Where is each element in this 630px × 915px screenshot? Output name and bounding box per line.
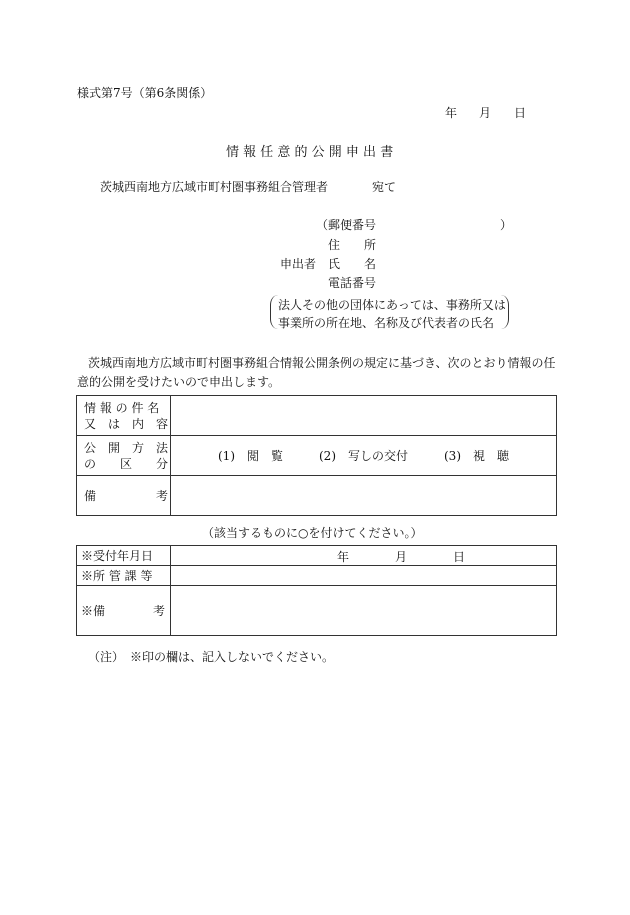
received-date-header [77, 546, 171, 566]
form-number: 様式第7号（第6条関係） [77, 86, 213, 100]
method-header-line1: 公 開 方 法 [84, 440, 169, 455]
department-header-text: ※所 管 課 等 [81, 569, 153, 583]
request-details-table [76, 395, 557, 516]
selection-instruction: （該当するものに○を付けてください。） [202, 526, 423, 540]
office-use-table [76, 545, 557, 636]
phone-label: 電話番号 [328, 276, 377, 290]
method-row [77, 436, 557, 476]
office-remarks-row [77, 586, 557, 636]
organization-note-line2: 事業所の所在地、名称及び代表者の氏名 [278, 316, 495, 330]
department-header [77, 566, 171, 586]
subject-field[interactable] [171, 396, 557, 436]
postal-code-label: （郵便番号 [316, 218, 377, 232]
request-statement-line1: 茨城西南地方広域市町村圏事務組合情報公開条例の規定に基づき、次のとおり情報の任 [88, 356, 556, 370]
remarks-header-text: 備 考 [84, 489, 169, 503]
remarks-row [77, 476, 557, 516]
method-header [77, 436, 171, 476]
received-date-header-text: ※受付年月日 [81, 549, 154, 563]
organization-note-line1: 法人その他の団体にあっては、事務所又は [278, 298, 506, 312]
footnote: （注） ※印の欄は、記入しないでください。 [88, 650, 335, 664]
date-day-label: 日 [514, 106, 527, 120]
method-header-line2: の 区 分 [84, 456, 169, 471]
date-year-label: 年 [445, 106, 458, 120]
office-remarks-header [77, 586, 171, 636]
office-remarks-field[interactable] [171, 586, 557, 636]
name-label: 氏 名 [328, 257, 377, 271]
received-year-label: 年 [337, 549, 350, 564]
received-date-field[interactable] [171, 546, 557, 566]
request-statement-line2: 意的公開を受けたいので申出します。 [77, 375, 281, 389]
office-remarks-header-text: ※備 考 [81, 604, 166, 618]
method-options[interactable]: (1) 閲 覧 (2) 写しの交付 (3) 視 聴 [171, 436, 557, 476]
applicant-label: 申出者 [280, 257, 317, 271]
received-date-row [77, 546, 557, 566]
department-row [77, 566, 557, 586]
department-field[interactable] [171, 566, 557, 586]
remarks-field[interactable] [171, 476, 557, 516]
subject-header-line2: 又 は 内 容 [84, 416, 169, 431]
address-label: 住 所 [328, 238, 377, 252]
note-bracket-right [500, 295, 509, 329]
remarks-header [77, 476, 171, 516]
subject-header-line1: 情 報 の 件 名 [84, 400, 160, 415]
subject-row [77, 396, 557, 436]
received-day-label: 日 [453, 549, 466, 564]
addressee-suffix: 宛て [372, 180, 397, 194]
subject-header [77, 396, 171, 436]
document-title: 情 報 任 意 的 公 開 申 出 書 [226, 145, 394, 160]
postal-code-close: ） [500, 218, 513, 232]
addressee-name: 茨城西南地方広域市町村圏事務組合管理者 [100, 180, 329, 194]
received-month-label: 月 [395, 549, 408, 564]
date-month-label: 月 [479, 106, 492, 120]
